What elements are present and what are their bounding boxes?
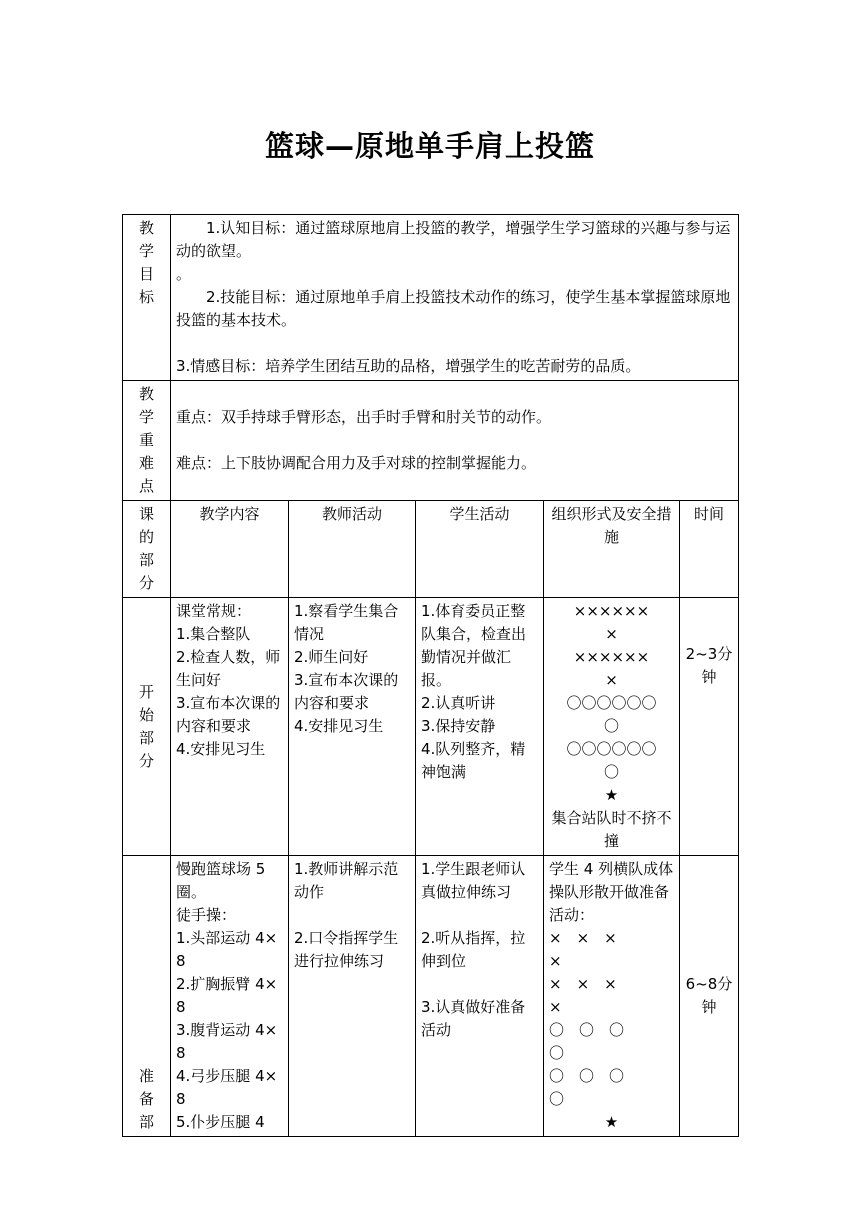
start-content: 课堂常规： 1.集合整队 2.检查人数，师生问好 3.宣布本次课的内容和要求 4.安排见习生 [171, 598, 289, 856]
objectives-content [171, 215, 739, 381]
page-title: 篮球—原地单手肩上投篮 [264, 129, 595, 163]
start-teacher-activity: 1.察看学生集合情况 2.师生问好 3.宣布本次课的内容和要求 4.安排见习生 [289, 598, 416, 856]
header-row [123, 501, 739, 598]
organization-header: 组织形式及安全措施 [544, 501, 680, 598]
prep-teacher-activity: 1.教师讲解示范动作 2.口令指挥学生进行拉伸练习 [289, 856, 416, 1137]
start-section-row [123, 598, 739, 856]
start-section-label: 开 始 部 分 [123, 598, 171, 856]
objectives-row [123, 215, 739, 381]
prep-teacher-position-star: ★ [604, 1113, 619, 1131]
prep-organization: 学生 4 列横队成体操队形散开做准备活动： × × × × × × × × 〇 〇 〇 〇 〇 〇 〇 〇 ★ [544, 856, 680, 1137]
difficult-point: 难点：上下肢协调配合用力及手对球的控制掌握能力。 [176, 454, 537, 472]
content-header: 教学内容 [171, 501, 289, 598]
start-student-activity: 1.体育委员正整队集合，检查出勤情况并做汇报。 2.认真听讲 3.保持安静 4.队列整齐，精神饱满 [416, 598, 544, 856]
key-point: 重点：双手持球手臂形态，出手时手臂和肘关节的动作。 [176, 408, 552, 426]
focus-label: 教 学 重 难 点 [123, 381, 171, 501]
time-header: 时间 [680, 501, 739, 598]
prep-content: 慢跑篮球场 5 圈。 徒手操： 1.头部运动 4×8 2.扩胸振臂 4×8 3.腹背运动 4×8 4.弓步压腿 4×8 5.仆步压腿 4 [171, 856, 289, 1137]
skill-objective: 2.技能目标：通过原地单手肩上投篮技术动作的练习，使学生基本掌握篮球原地投篮的基本技术。 [176, 288, 731, 329]
section-header: 课 的 部 分 [123, 501, 171, 598]
objectives-label: 教 学 目 标 [123, 215, 171, 381]
focus-row [123, 381, 739, 501]
teacher-position-star: ★ [604, 786, 619, 804]
prep-section-row [123, 856, 739, 1137]
student-header: 学生活动 [416, 501, 544, 598]
affective-objective: 3.情感目标：培养学生团结互助的品格，增强学生的吃苦耐劳的品质。 [176, 357, 641, 375]
start-time: 2~3分钟 [680, 598, 739, 856]
prep-time: 6~8分钟 [680, 856, 739, 1137]
objective-punctuation: 。 [176, 265, 192, 283]
focus-content [171, 381, 739, 501]
cognitive-objective: 1.认知目标：通过篮球原地肩上投篮的教学，增强学生学习篮球的兴趣与参与运动的欲望。 [176, 219, 731, 260]
start-organization: ×××××× × ×××××× × 〇〇〇〇〇〇 〇 〇〇〇〇〇〇 〇 ★ 集合站队时不挤不撞 [544, 598, 680, 856]
prep-student-activity: 1.学生跟老师认真做拉伸练习 2.听从指挥，拉伸到位 3.认真做好准备活动 [416, 856, 544, 1137]
lesson-plan-table [122, 214, 739, 1137]
teacher-header: 教师活动 [289, 501, 416, 598]
prep-section-label: 准 备 部 [123, 856, 171, 1137]
